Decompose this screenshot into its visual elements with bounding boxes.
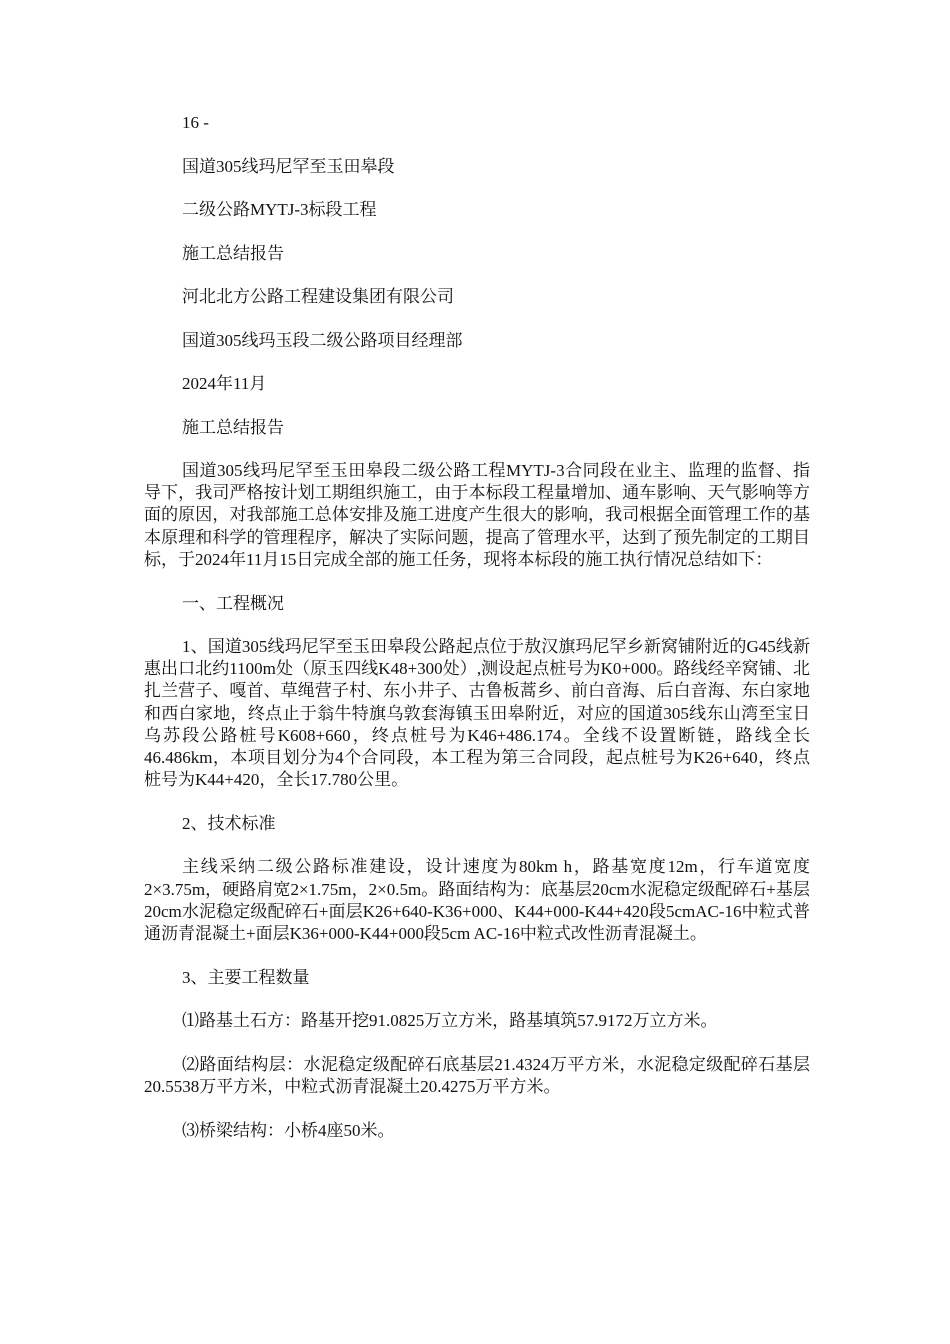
page-number: 16 - [182, 113, 209, 132]
project-title-line-1: 国道305线玛尼罕至玉田皋段 [182, 156, 395, 176]
company-name: 河北北方公路工程建设集团有限公司 [182, 287, 454, 306]
intro-paragraph: 国道305线玛尼罕至玉田皋段二级公路工程MYTJ-3合同段在业主、监理的监督、指导下，我司严格按计划工期组织施工，由于本标段工程量增加、通车影响、天气影响等方面的原因，对我部施工总体安排及施工进度产生很大的影响，我司根据全面管理工作的基本原理和科学的管理程序，解决了实际问题，提高了管理水平，达到了预先制定的工期目标，于2024年11月15日完成全部的施工任务，现将本标段的施工执行情况总结如下： [144, 461, 810, 569]
section-heading-quantities: 3、主要工程数量 [182, 967, 310, 987]
section-heading-overview: 一、工程概况 [182, 593, 284, 613]
project-title-line-2: 二级公路MYTJ-3标段工程 [182, 200, 377, 219]
technical-standards-paragraph: 主线采纳二级公路标准建设，设计速度为80km h，路基宽度12m，行车道宽度2×3.75m，硬路肩宽2×1.75m，2×0.5m。路面结构为：底基层20cm水泥稳定级配碎石+基层20cm水泥稳定级配碎石+面层K26+640-K36+000、K44+000-K44+420段5cmAC-16中粒式普通沥青混凝土+面层K36+000-K44+000段5cm AC-16中粒式改性沥青混凝土。 [144, 857, 810, 944]
report-title: 施工总结报告 [182, 243, 284, 263]
quantity-item-bridge: ⑶桥梁结构：小桥4座50米。 [182, 1120, 395, 1140]
department-name: 国道305线玛玉段二级公路项目经理部 [182, 330, 463, 350]
report-date: 2024年11月 [182, 374, 267, 393]
quantity-item-subgrade: ⑴路基土石方：路基开挖91.0825万立方米，路基填筑57.9172万立方米。 [182, 1011, 718, 1031]
quantity-item-pavement: ⑵路面结构层：水泥稳定级配碎石底基层21.4324万平方米，水泥稳定级配碎石基层20.5538万平方米，中粒式沥青混凝土20.4275万平方米。 [144, 1054, 810, 1097]
document-page [144, 112, 810, 1164]
section-heading-technical-standards: 2、技术标准 [182, 813, 276, 833]
report-subtitle: 施工总结报告 [182, 417, 284, 437]
overview-paragraph: 1、国道305线玛尼罕至玉田皋段公路起点位于敖汉旗玛尼罕乡新窝铺附近的G45线新惠出口北约1100m处（原玉四线K48+300处）,测设起点桩号为K0+000。路线经辛窝铺、北扎兰营子、嘎首、草绳营子村、东小井子、古鲁板蒿乡、前白音海、后白音海、东白家地和西白家地，终点止于翁牛特旗乌敦套海镇玉田皋附近，对应的国道305线东山湾至宝日乌苏段公路桩号K608+660，终点桩号为K46+486.174。全线不设置断链，路线全长46.486km，本项目划分为4个合同段，本工程为第三合同段，起点桩号为K26+640，终点桩号为K44+420，全长17.780公里。 [144, 637, 810, 790]
